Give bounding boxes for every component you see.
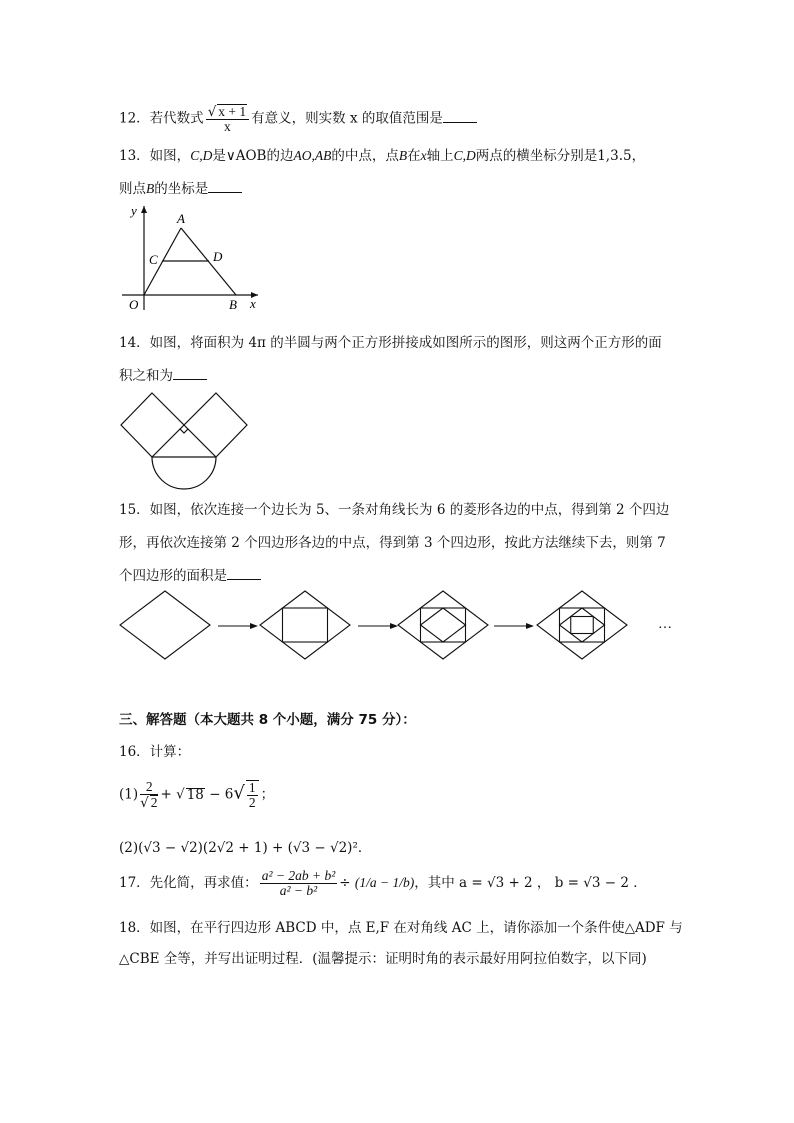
- q18-line1: 18．如图，在平行四边形 ABCD 中，点 E,F 在对角线 AC 上，请你添加一个条件使△ADF 与: [119, 920, 683, 936]
- q13-text-c: 的中点，点: [331, 148, 399, 164]
- q16-intro: 16．计算：: [119, 744, 191, 760]
- q13-answer-blank[interactable]: [208, 180, 242, 193]
- q14-line2: [119, 364, 207, 384]
- q17-divide: ÷: [339, 875, 351, 891]
- q14-right-angle-mark: [180, 429, 188, 433]
- section-3-title: 三、解答题（本大题共 8 个小题，满分 75 分）：: [119, 712, 416, 728]
- q13-text-b: 是∨AOB的边: [212, 148, 294, 164]
- q14-semicircle: [152, 457, 216, 489]
- q13-y-arrow: [141, 206, 147, 213]
- q13-cd1: C,D: [190, 148, 213, 163]
- q12-suffix: 有意义，则实数 x 的取值范围是: [251, 110, 443, 127]
- q15-arrowhead-3: [526, 623, 534, 629]
- q13-label-b: B: [229, 297, 237, 312]
- q16-p1-half-num: 1: [248, 780, 256, 795]
- q15-line3: [119, 564, 261, 584]
- q12-frac-numerator: x + 1: [218, 104, 247, 119]
- q15-inner-rhombus-3: [421, 608, 466, 642]
- q14-right-square: [184, 393, 247, 457]
- q13-label-y: y: [131, 203, 137, 218]
- q16-p1-half: [246, 780, 259, 810]
- q13-b1: B: [398, 148, 408, 163]
- q16-part2: [119, 836, 371, 856]
- q15-rectangle-4: [560, 608, 605, 642]
- q16-p2-label: (2): [119, 840, 139, 856]
- q12-line: [119, 104, 477, 134]
- q13-cd2: C,D: [453, 148, 476, 163]
- q15-text: 个四边形的面积是: [119, 568, 227, 584]
- q13-aoab: AO,AB: [293, 148, 332, 163]
- q13-text-h: 则点: [119, 181, 146, 197]
- q17-denominator: a² − b²: [279, 883, 318, 898]
- q13-text-d: 在: [407, 148, 421, 164]
- q16-p1-label: (1): [119, 786, 139, 803]
- q13-label-c: C: [149, 252, 158, 267]
- q15-arrowhead-1: [250, 623, 258, 629]
- q13-label-d: D: [213, 249, 223, 264]
- q15-rhombus-1: [120, 591, 210, 659]
- q17-prefix: 17．先化简，再求值：: [119, 875, 258, 891]
- q15-rhombus-4: [537, 591, 627, 659]
- q16-p1-frac-den: 2: [150, 795, 158, 810]
- q15-line1: 15．如图，依次连接一个边长为 5、一条对角线长为 6 的菱形各边的中点，得到第 2 个四边: [119, 502, 670, 518]
- q16-p1-minus6: − 6: [209, 786, 234, 803]
- q12-answer-blank[interactable]: [443, 110, 477, 123]
- q17-paren-expression: (1/a − 1/b): [354, 875, 415, 890]
- q17-numerator: a² − 2ab + b²: [261, 868, 336, 883]
- q16-p2-end: ．: [357, 840, 372, 856]
- q13-text-e: 轴上: [426, 148, 454, 164]
- q13-text-a: 13．如图，: [119, 148, 191, 164]
- q16-p1-fraction: $\frac{2}{√ 2}$: [140, 779, 158, 811]
- q18-line2: △CBE 全等，并写出证明过程．(温馨提示：证明时角的表示最好用阿拉伯数字，以下同): [119, 951, 647, 967]
- q15-answer-blank[interactable]: [227, 567, 261, 580]
- q15-line2: 形，再依次连接第 2 个四边形各边的中点，得到第 3 个四边形，按此方法继续下去，则第 7: [119, 535, 666, 551]
- q15-inner-rectangle-4: [571, 617, 594, 634]
- q13-text-i: 的坐标是: [154, 181, 209, 197]
- q13-line1: [119, 144, 645, 164]
- q13-b2: B: [146, 181, 155, 196]
- q12-fraction: $\frac{√ x + 1}{x}$: [206, 104, 249, 134]
- q15-figure: [118, 588, 688, 664]
- q13-line2: [119, 177, 242, 197]
- q16-part1: (1) $\frac{2}{√ 2}$ + √ 18 − 6√ $\frac{1}{2}$ ；: [119, 779, 275, 811]
- q15-rectangle-2: [283, 608, 328, 642]
- q12-frac-denominator: x: [224, 119, 231, 134]
- q13-text-f: 两点的横坐标分别是: [475, 148, 598, 164]
- q14-left-square: [121, 393, 184, 457]
- q17-line: [119, 869, 647, 898]
- q16-p1-half-den: 2: [248, 795, 256, 810]
- q16-p1-end: ；: [260, 786, 275, 803]
- q17-suffix: ，其中 a = √3 + 2 ， b = √3 − 2 ．: [414, 875, 647, 891]
- q15-rectangle-3: [421, 608, 466, 642]
- q15-ellipsis: …: [658, 617, 672, 632]
- q13-figure: [118, 202, 268, 314]
- q15-rhombus-3: [398, 591, 488, 659]
- q13-label-a: A: [177, 211, 185, 226]
- q14-text: 积之和为: [119, 368, 173, 384]
- q13-text-g: ，: [631, 148, 646, 164]
- q15-rhombus-2: [260, 591, 350, 659]
- q16-p1-frac-num: 2: [140, 780, 158, 795]
- q13-values: 1,3.5: [597, 148, 632, 164]
- q14-answer-blank[interactable]: [173, 367, 207, 380]
- q13-label-x: x: [250, 296, 256, 311]
- q15-arrowhead-2: [390, 623, 398, 629]
- q16-p2-expression: (√3 − √2)(2√2 + 1) + (√3 − √2)²: [138, 840, 358, 856]
- q14-figure: [118, 388, 250, 490]
- q12-prefix: 12．若代数式: [119, 110, 204, 127]
- q15-inner-rhombus-4: [560, 608, 605, 642]
- q16-p1-plus: +: [160, 786, 172, 803]
- q14-line1: 14．如图，将面积为 4π 的半圆与两个正方形拼接成如图所示的图形，则这两个正方形的面: [119, 335, 662, 351]
- q17-fraction: [260, 869, 338, 898]
- q13-x1: x: [420, 148, 427, 163]
- q13-label-o: O: [129, 297, 139, 312]
- q16-p1-root18: 18: [186, 786, 204, 803]
